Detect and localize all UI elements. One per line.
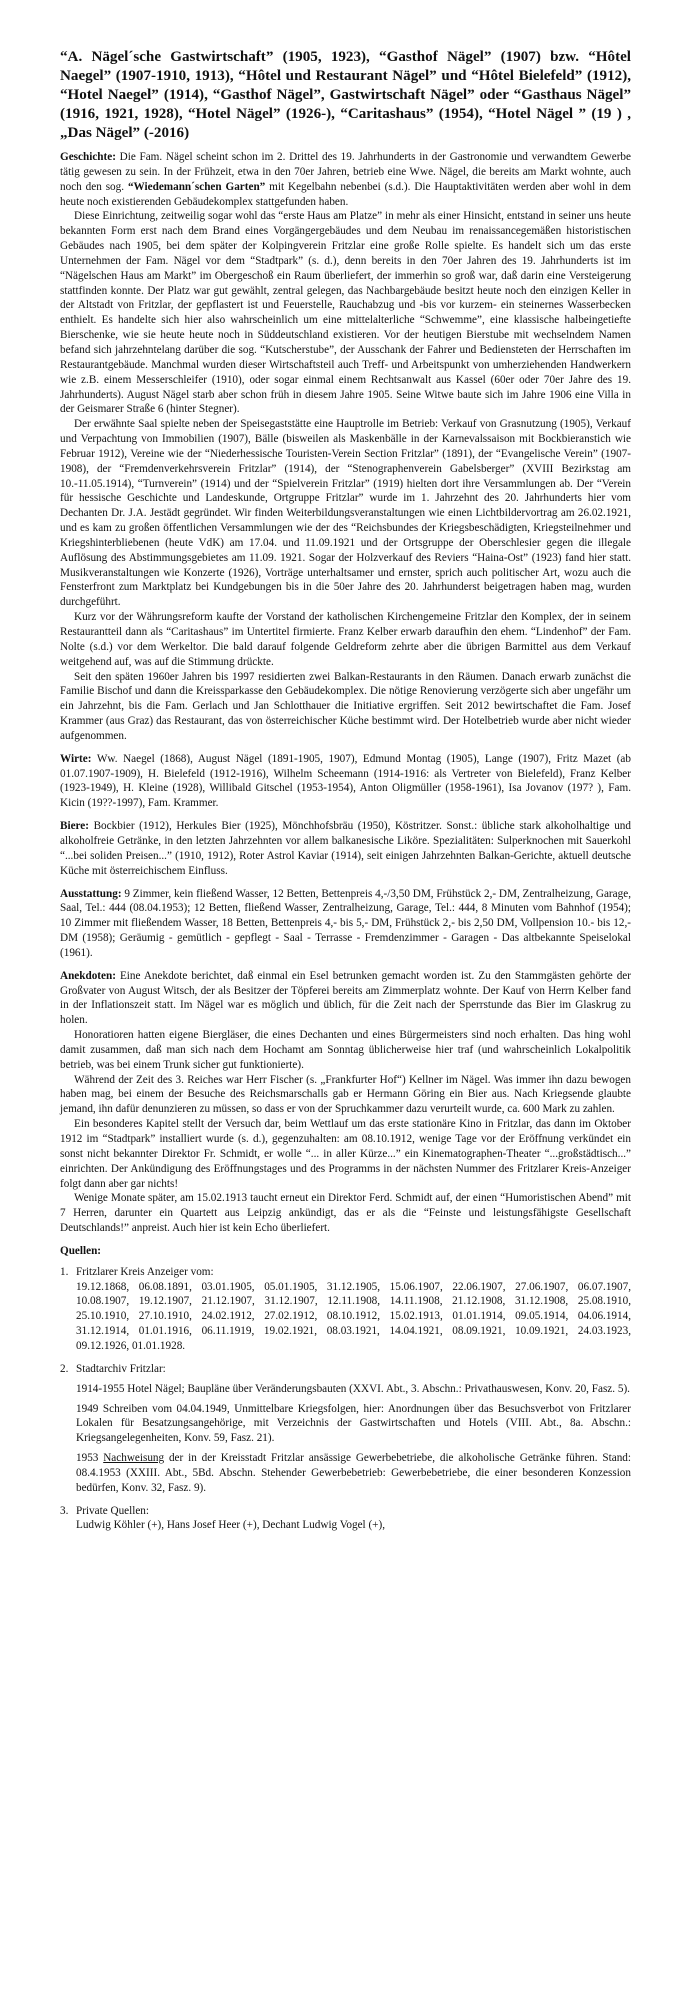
quellen-item-2-entry-1949: 1949 Schreiben vom 04.04.1949, Unmittelbare Kriegsfolgen, hier: Anordnungen über das Besuchsverbot von Fritzlarer Lokalen für Besatzungsangehörige, mit Verzeichnis der Gastwirtschaften und Hotels (VIII. Abt., 8a. Abschn.: Kriegsangelegenheiten, Konv. 59, Fasz. 21). (76, 1402, 631, 1445)
ausstattung-label: Ausstattung: (60, 887, 122, 900)
anekdoten-paragraph-2: Honoratioren hatten eigene Biergläser, die eines Dechanten und eines Bürgermeisters sind noch erhalten. Das hing wohl damit zusammen, daß man sich nach dem Hochamt am Sonntag üblicherweise hier traf (und wahrscheinlich Lokalpolitik betrieb, was bei einem Trunk sicher gut funktionierte). (60, 1029, 631, 1071)
biere-label: Biere: (60, 820, 89, 833)
geschichte-paragraph-2: Diese Einrichtung, zeitweilig sogar wohl das “erste Haus am Platze” in mehr als einer Hinsicht, entstand in seiner uns heute bekannten Form erst nach dem Brand eines Vorgängergebäudes und dem Neubau im renaissancegemäßen historistischen Gebäudes nach 1905, bei dem später der Kolpingverein Fritzlar eine große Rolle spielte. Es handelt sich um das erste Unternehmen der Fam. Nägel vor dem “Stadtpark” (s. d.), denn bereits in den 70er Jahren des 19. Jahrhunderts ist im “Nägelschen Haus am Markt” im Obergeschoß ein Raum überliefert, der immerhin so groß war, daß darin eine Versteigerung stattfinden konnte. Der Platz war gut gewählt, zentral gelegen, das Nachbargebäude besitzt heute noch den einzigen Keller in der Altstadt von Fritzlar, der gepflastert ist und Feuerstelle, Rauchabzug und -bis vor kurzem- ein steinernes Wasserbecken enthielt. Es handelte sich hier also wahrscheinlich um eine mittelalterliche “Schwemme”, eine klassische halbeingetiefte Bierschenke, wie sie heute heute noch in Süddeutschland existieren. Vor der heutigen Bierstube mit wechselndem Namen befand sich jahrzehntelang darüber die sog. “Kutscherstube”, der Ausschank der Fahrer und Bediensteten der Herrschaften im Restaurantgebäude. Manchmal wurden dieser Wirtschaftsteil auch Treff- und Arbeitspunkt von umherziehenden Handwerkern wie z.B. einem Messerschleifer (1910), oder sogar einmal einem Rechtsanwalt aus Kassel (60er oder 70er Jahre des 19. Jahrhunderts). August Nägel starb aber schon früh in diesem Jahre 1905. Seine Witwe baute sich im Jahre 1906 eine Villa in der Geismarer Straße 6 (hinter Stegner). (60, 210, 631, 416)
section-wirte (60, 752, 631, 811)
anekdoten-paragraph-1 (60, 969, 631, 1028)
quellen-item-3-number: 3. (60, 1504, 69, 1517)
quellen-item-2 (60, 1362, 631, 1377)
wirte-label: Wirte: (60, 752, 92, 765)
ausstattung-text: 9 Zimmer, kein fließend Wasser, 12 Betten, Bettenpreis 4,-/3,50 DM, Frühstück 2,- DM, Zentralheizung, Garage, Saal, Tel.: 444 (08.04.1953); 12 Betten, fließend Wasser, Zentralheizung, Garage, Tel.: 444, 8 Minuten vom Bahnhof (1954); 10 Zimmer mit fließendem Wasser, 18 Betten, Bettenpreis 4,- bis 5,- DM, Frühstück 2,- bis 2,50 DM, Vollpension 10.- bis 12,- DM (1958); Geräumig - gemütlich - gepflegt - Saal - Terrasse - Fremdenzimmer - Garagen - Das altbekannte Speiselokal (1961). (60, 887, 631, 959)
quellen-item-1-number: 1. (60, 1265, 69, 1278)
geschichte-paragraph-1 (60, 150, 631, 209)
geschichte-label: Geschichte: (60, 151, 116, 163)
anekdoten-label: Anekdoten: (60, 969, 116, 982)
geschichte-text-1a: Die Fam. Nägel scheint schon im 2. Drittel des 19. Jahrhunderts in der Gastronomie und verwandtem Gewerbe tätig gewesen zu sein. In der Frühzeit, etwa in den 70er Jahren, betrieb eine Wwe. Nägel, die bereits am Markt wohnte, auch noch den sog. (60, 151, 631, 193)
geschichte-paragraph-4: Kurz vor der Währungsreform kaufte der Vorstand der katholischen Kirchengemeine Fritzlar den Komplex, der in seinem Restaurantteil dann als “Caritashaus” im Untertitel firmierte. Franz Kelber erwarb daraufhin den ehem. “Lindenhof” der Fam. Nolte (s.d.) vor dem Werkeltor. Die bald darauf folgende Geldreform zehrte aber die übrigen Barmittel aus dem Verkauf weitgehend auf, was auf die Stimmung drückte. (60, 611, 631, 668)
wiedemann-garten-term: “Wiedemann´schen Garten” (127, 180, 266, 193)
quellen-item-3 (60, 1504, 631, 1519)
document-title: “A. Nägel´sche Gastwirtschaft” (1905, 1923), “Gasthof Nägel” (1907) bzw. “Hôtel Naegel” (1907-1910, 1913), “Hôtel und Restaurant Nägel” und “Hôtel Bielefeld” (1912), “Hotel Naegel” (1914), “Gasthof Nägel”, Gastwirtschaft Nägel” oder “Gasthaus Nägel” (1916, 1921, 1928), “Hotel Nägel” (1926-), “Caritashaus” (1954), “Hotel Nägel ” (19 ) , „Das Nägel” (-2016) (60, 49, 631, 141)
quellen-item-1-dates: 19.12.1868, 06.08.1891, 03.01.1905, 05.01.1905, 31.12.1905, 15.06.1907, 22.06.1907, 27.06.1907, 06.07.1907, 10.08.1907, 19.12.1907, 21.12.1907, 31.12.1907, 12.11.1908, 14.11.1908, 21.12.1908, 31.12.1908, 25.08.1910, 25.10.1910, 27.10.1910, 24.02.1912, 27.02.1912, 08.10.1912, 15.02.1913, 01.01.1914, 09.05.1914, 04.06.1914, 31.12.1914, 01.01.1916, 06.11.1919, 19.02.1921, 08.03.1921, 14.04.1921, 08.09.1921, 10.09.1921, 24.03.1923, 09.12.1926, 01.01.1928. (76, 1280, 631, 1352)
wirte-text: Ww. Naegel (1868), August Nägel (1891-1905, 1907), Edmund Montag (1905), Lange (1907), Fritz Mazet (ab 01.07.1907-1909), H. Bielefeld (1912-1916), Wilhelm Scheemann (1914-1916: als Vertreter von Bielefeld), Franz Kelber (1923-1949), H. Kleine (1928), Willibald Gitschel (1953-1954), Anton Oligmüller (1958-1961), Isa Jovanov (197? ), Fam. Kicin (19??-1997), Fam. Krammer. (60, 752, 631, 810)
quellen-item-2-number: 2. (60, 1362, 69, 1375)
quellen-item-2-title: Stadtarchiv Fritzlar: (76, 1362, 166, 1375)
entry-1953-nachweisung: Nachweisung (103, 1452, 165, 1465)
section-anekdoten (60, 969, 631, 1236)
anekdoten-paragraph-3: Während der Zeit des 3. Reiches war Herr Fischer (s. „Frankfurter Hof“) Kellner im Nägel. Was immer ihn dazu bewogen haben mag, bei einem der Besuche des Reichsmarschalls gab er Hermann Göring ein Bier aus. Nach Kriegsende glaubte jemand, ihn dafür denunzieren zu müssen, so dass er von der Spruchkammer dazu verurteilt wurde, ca. 600 Mark zu zahlen. (60, 1073, 631, 1116)
quellen-item-1 (60, 1265, 631, 1280)
anekdoten-paragraph-4: Ein besonderes Kapitel stellt der Versuch dar, beim Wettlauf um das erste stationäre Kino in Fritzlar, das dann im Oktober 1912 im “Stadtpark” installiert wurde (s. d.), gegenzuhalten: am 08.10.1912, wenige Tage vor der Eröffnung verkündet ein sonst nicht bekannter Direktor Fr. Schmidt, er wolle “... in aller Kürze...” ein Kinematographen-Theater “...großstädtisch...” einrichten. Der Ankündigung des Eröffnungstages und des Programms in der nächsten Nummer des Fritzlarer Kreis-Anzeiger folgt dann aber gar nichts! (60, 1118, 631, 1190)
quellen-item-2-entry-1914: 1914-1955 Hotel Nägel; Baupläne über Veränderungsbauten (XXVI. Abt., 3. Abschn.: Privathauswesen, Konv. 20, Fasz. 5). (76, 1382, 630, 1395)
section-ausstattung (60, 887, 631, 961)
anekdoten-text-1: Eine Anekdote berichtet, daß einmal ein Esel betrunken gemacht worden ist. Zu den Stammgästen gehörte der Großvater von August Witsch, der als Besitzer der Töpferei bereits am Zimmerplatz wohnte. Der Kauf von Herrn Kelber fand in der Inflationszeit statt. Im Nägel war es möglich und üblich, für die Zeit nach der Sperrstunde das Bier im Glaskrug zu holen. (60, 969, 631, 1027)
section-biere (60, 819, 631, 878)
quellen-item-3-title: Private Quellen: (76, 1504, 150, 1517)
quellen-item-3-text: Ludwig Köhler (+), Hans Josef Heer (+), Dechant Ludwig Vogel (+), (76, 1519, 385, 1532)
quellen-heading: Quellen: (60, 1244, 102, 1257)
anekdoten-paragraph-5: Wenige Monate später, am 15.02.1913 taucht erneut ein Direktor Ferd. Schmidt auf, der einen “Humoristischen Abend” mit 7 Herren, darunter ein Quartett aus Leipzig ankündigt, das er als die “Feinste und leistungsfähigste Gesellschaft Deutschlands!” anpreist. Auch hier ist kein Echo überliefert. (60, 1192, 631, 1235)
entry-1953-year: 1953 (76, 1452, 104, 1465)
geschichte-text-1b: mit Kegelbahn nebenbei (s.d.). Die Hauptaktivitäten werden aber wohl in dem heute noch existierenden Gebäudekomplex stattgefunden haben. (60, 180, 631, 208)
geschichte-paragraph-3: Der erwähnte Saal spielte neben der Speisegaststätte eine Hauptrolle im Betrieb: Verkauf von Grasnutzung (1905), Verkauf und Verpachtung von Immobilien (1907), Bälle (bisweilen als Maskenbälle in der Karnevalssaison mit Bockbieranstich wie Februar 1912), Vereine wie der “Niederhessische Touristen-Verein Section Fritzlar” (1891), der “Evangelische Verein” (1907-1908), der “Fremdenverkehrsverein Fritzlar” (1914), der “Stenographenverein Gabelsberger” (XVIII Bezirkstag am 10.-11.05.1914), “Turnverein” (1914) und der “Spielverein Fritzlar” (1919) hielten dort ihre Versammlungen ab. Der “Verein für hessische Geschichte und Landeskunde, Ortgruppe Fritzlar” wurde im 1. Jahrzehnt des 20. Jahrhunderts hier vom Dechanten Dr. J.A. Jestädt gegründet. Wir finden Weiterbildungsveranstaltungen wie einen Lichtbildervortrag am 26.02.1921, und es kam zu großen öffentlichen Versammlungen wie der des “Reichsbundes der Kriegsbeschädigten, Kriegsteilnehmer und Kriegshinterbliebenen (heute VdK) am 17.04. und 11.09.1921 und der Ortsgruppe der Oberschlesier gegen die illegale Auflösung des Abstimmungsgebietes am 11.09. 1921. Sogar der Holzverkauf des Reviers “Haina-Ost” (1923) fand hier statt. Musikveranstaltungen wie Konzerte (1926), Vorträge unterhaltsamer und ernster, sprich auch politischer Art, wozu auch die Fensterfront zum Marktplatz bei Kundgebungen bis in die 50er Jahre des 20. Jahrhunderst beigetragen haben mag, wurden durchgeführt. (60, 418, 631, 609)
geschichte-paragraph-5: Seit den späten 1960er Jahren bis 1997 residierten zwei Balkan-Restaurants in den Räumen. Danach erwarb zunächst die Familie Bischof und dann die Kreissparkasse den Gebäudekomplex. Die nötige Renovierung verzögerte sich aber ungefähr um ein Jahrzehnt, bis die Fam. Gerlach und Jan Schlotthauer die Initiative ergriffen. Seit 2012 bewirtschaftet die Fam. Josef Krammer (aus Graz) das Restaurant, das von österreichischer Küche bestimmt wird. Der Hotelbetrieb wurde aber nicht wieder aufgenommen. (60, 670, 631, 742)
biere-text: Bockbier (1912), Herkules Bier (1925), Mönchhofsbräu (1950), Köstritzer. Sonst.: übliche stark alkoholhaltige und alkoholfreie Getränke, in den letzten Jahrzehnten vor allem balkanesische Liköre. Spezialitäten: Sulperknochen mit Sauerkohl “...bei soliden Preisen...” (1910, 1912), Roter Astrol Kaviar (1914), seit einigen Jahrzehnten Balkan-Gerichte, aktuell deutsche Küche mit österreichischem Einfluss. (60, 820, 631, 877)
quellen-item-2-entry-1953 (60, 1451, 631, 1496)
quellen-item-1-title: Fritzlarer Kreis Anzeiger vom: (76, 1265, 214, 1278)
section-quellen (60, 1244, 631, 1533)
entry-1953-text: der in der Kreisstadt Fritzlar ansässige Gewerbebetriebe, die alkoholische Getränke führen. Stand: 08.4.1953 (XXIII. Abt., 5Bd. Abschn. Stehender Gewerbebetrieb: Gewerbebetriebe, die einer besonderen Konzession bedürfen, Konv. 32, Fasz. 9). (76, 1452, 632, 1494)
section-geschichte (60, 150, 631, 744)
